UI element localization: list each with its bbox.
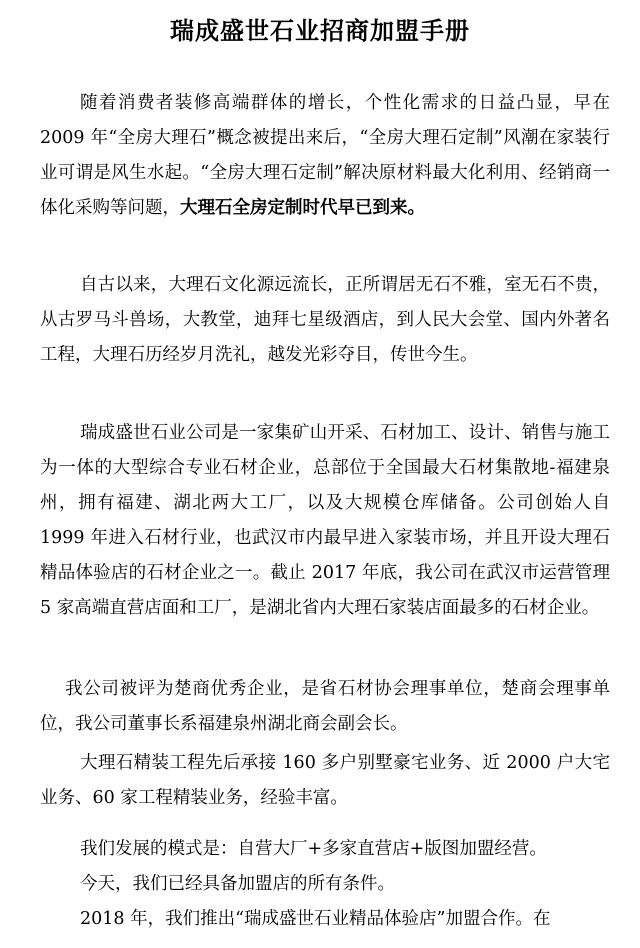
paragraph-business-model: 我们发展的模式是：自营大厂+多家直营店+版图加盟经营。 (80, 839, 547, 859)
paragraph-experience: 大理石精装工程先后承接 160 多户别墅豪宅业务、近 2000 户大宅业务、60 家工程精装业务，经验丰富。 (40, 753, 610, 808)
paragraph-marble-culture: 自古以来，大理石文化源远流长，正所谓居无石不雅，室无石不贵，从古罗马斗兽场，大教堂，迪拜七星级酒店，到人民大会堂、国内外著名工程，大理石历经岁月洗礼，越发光彩夺目，传世今生。 (40, 275, 610, 365)
document-title: 瑞成盛世石业招商加盟手册 (170, 17, 470, 45)
paragraph-market-trend-text: 随着消费者装修高端群体的增长，个性化需求的日益凸显，早在 2009 年“全房大理石”概念被提出来后，“全房大理石定制”风潮在家装行业可谓是风生水起。“全房大理石定制”解决原材料最大化利用、经销商一体化采购等问题， (40, 93, 610, 218)
paragraph-franchise-launch: 2018 年，我们推出“瑞成盛世石业精品体验店”加盟合作。在 (80, 909, 551, 929)
paragraph-market-trend (40, 86, 610, 226)
paragraph-honors: 我公司被评为楚商优秀企业，是省石材协会理事单位，楚商会理事单位，我公司董事长系福建泉州湖北商会副会长。 (40, 679, 610, 734)
paragraph-company-intro: 瑞成盛世石业公司是一家集矿山开采、石材加工、设计、销售与施工为一体的大型综合专业石材企业，总部位于全国最大石材集散地-福建泉州，拥有福建、湖北两大工厂，以及大规模仓库储备。公司创始人自 1999 年进入石材行业，也武汉市内最早进入家装市场，并且开设大理石精品体验店的石材企业之一。截止 2017 年底，我公司在武汉市运营管理 5 家高端直营店面和工厂，是湖北省内大理石家装店面最多的石材企业。 (40, 423, 610, 618)
paragraph-franchise-ready: 今天，我们已经具备加盟店的所有条件。 (80, 874, 395, 894)
paragraph-market-trend-emphasis: 大理石全房定制时代早已到来。 (180, 198, 425, 218)
